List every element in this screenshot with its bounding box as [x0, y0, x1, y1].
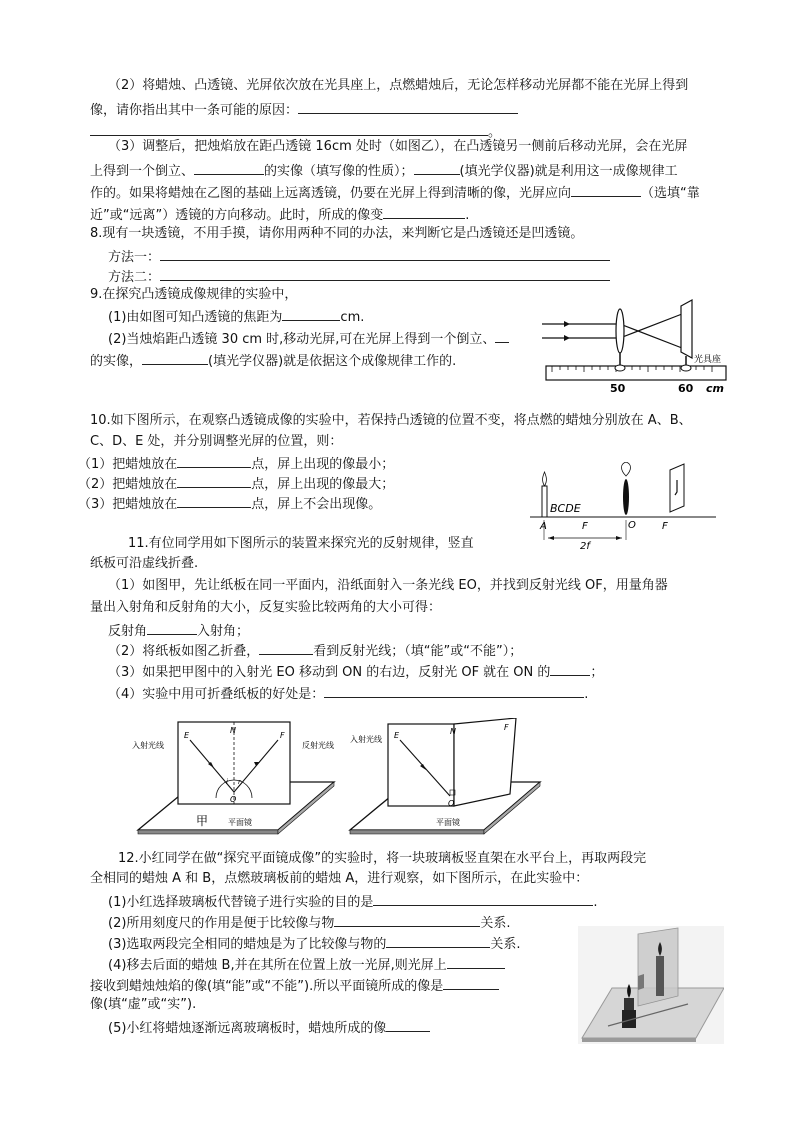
q10-stem1: 10.如下图所示，在观察凸透镜成像的实验中，若保持凸透镜的位置不变，将点燃的蜡烛分别放在 A、B、 — [90, 413, 692, 428]
incident-ray-label: 入射光线 — [350, 735, 382, 744]
q12-p4-line2: 接收到蜡烛烛焰的像(填“能”或“不能”).所以平面镜所成的像是 — [90, 975, 499, 996]
answer-blank[interactable] — [194, 160, 264, 175]
q7-p3-line3: 作的。如果将蜡烛在乙图的基础上远离透镜，仍要在光屏上得到清晰的像，光屏应向 （选填“靠 — [90, 182, 700, 203]
answer-blank[interactable] — [334, 912, 480, 927]
q12-p3: (3)选取两段完全相同的蜡烛是为了比较像与物的 关系. — [108, 933, 521, 954]
point-E-label: E — [394, 731, 400, 740]
q11-p1-line2: 量出入射角和反射角的大小，反复实验比较两角的大小可得： — [90, 600, 442, 615]
point-O-label: O — [230, 795, 237, 804]
q12-p4-line3: 像(填“虚”或“实”). — [90, 997, 197, 1012]
q11-p1-line1: （1）如图甲，先让纸板在同一平面内，沿纸面射入一条光线 EO，并找到反射光线 OF，用量角器 — [108, 578, 668, 593]
q7-p3-line1: （3）调整后，把烛焰放在距凸透镜 16cm 处时（如图乙），在凸透镜另一侧前后移动光屏，会在光屏 — [108, 139, 688, 154]
answer-blank[interactable] — [147, 620, 197, 635]
q10-p1: （1）把蜡烛放在 点，屏上出现的像最小； — [78, 453, 394, 474]
q11-p3: （3）如果把甲图中的入射光 EO 移动到 ON 的右边，反射光 OF 就在 ON 的 ； — [108, 661, 603, 682]
answer-blank[interactable] — [386, 1017, 430, 1032]
q7-p3-line2: 上得到一个倒立、 的实像（填写像的性质）； (填光学仪器)就是利用这一成像规律工 — [90, 160, 678, 181]
q12-p4-line1: (4)移去后面的蜡烛 B,并在其所在位置上放一光屏,则光屏上 — [108, 954, 505, 975]
focal-F-left: F — [582, 521, 588, 532]
plane-mirror-photo — [578, 926, 724, 1044]
reflected-ray-label: 反射光线 — [302, 741, 334, 750]
mirror-label: 平面镜 — [436, 818, 460, 827]
point-O-label: O — [448, 799, 455, 808]
q8-method2: 方法二： — [108, 266, 610, 287]
mirror-label: 平面镜 — [228, 818, 252, 827]
q11-stem1: 11.有位同学用如下图所示的装置来探究光的反射规律，竖直 — [128, 536, 474, 551]
answer-blank[interactable] — [447, 954, 505, 969]
point-F-label: F — [280, 731, 285, 740]
answer-blank[interactable] — [373, 891, 593, 906]
q7-p2-line2: 像，请你指出其中一条可能的原因： — [90, 99, 518, 120]
answer-blank[interactable] — [443, 975, 499, 990]
point-A-label: A — [540, 521, 547, 532]
lens-positions-figure — [528, 462, 718, 554]
bench-label: 光具座 — [694, 355, 722, 365]
reflection-figure-jia — [128, 718, 338, 836]
q9-p1: (1)由如图可知凸透镜的焦距为 cm. — [108, 306, 364, 327]
two-f-label: 2f — [580, 541, 590, 552]
figure-jia-label: 甲 — [196, 814, 209, 828]
q12-p2: (2)所用刻度尺的作用是便于比较像与物 关系. — [108, 912, 511, 933]
q10-p2: （2）把蜡烛放在 点，屏上出现的像最大； — [78, 473, 394, 494]
answer-blank[interactable] — [160, 246, 610, 261]
answer-blank[interactable] — [177, 453, 251, 468]
q7-p2-line3: 。 — [90, 121, 501, 142]
tick-label-50: 50 — [610, 382, 626, 395]
normal-N-label: N — [230, 726, 236, 735]
answer-blank[interactable] — [282, 306, 340, 321]
q7-p3-line4: 近”或“远离”）透镜的方向移动。此时，所成的像变 . — [90, 204, 469, 225]
q11-p1-line3: 反射角 入射角； — [108, 620, 249, 641]
answer-blank[interactable] — [142, 350, 208, 365]
answer-blank[interactable] — [414, 160, 460, 175]
answer-blank[interactable] — [550, 661, 590, 676]
reflection-figure-yi — [344, 718, 544, 836]
q8-stem: 8.现有一块透镜，不用手摸，请你用两种不同的办法，来判断它是凸透镜还是凹透镜。 — [90, 226, 584, 241]
q12-stem2: 全相同的蜡烛 A 和 B，点燃玻璃板前的蜡烛 A，进行观察，如下图所示，在此实验中： — [90, 871, 589, 886]
q9-p2-line2: 的实像， (填光学仪器)就是依据这个成像规律工作的. — [90, 350, 456, 371]
q12-stem1: 12.小红同学在做“探究平面镜成像”的实验时，将一块玻璃板竖直架在水平台上，再取两段完 — [118, 851, 647, 866]
point-F-label: F — [504, 723, 509, 732]
point-O-label: O — [628, 520, 636, 531]
unit-label: cm — [706, 382, 724, 395]
point-E-label: E — [184, 731, 190, 740]
incident-ray-label: 入射光线 — [132, 741, 164, 750]
tick-label-60: 60 — [678, 382, 694, 395]
q11-p2: （2）将纸板如图乙折叠， 看到反射光线；（填“能”或“不能”）； — [108, 640, 522, 661]
angle-r-label: r — [238, 778, 241, 786]
answer-blank[interactable] — [177, 493, 251, 508]
normal-N-label: N — [450, 727, 456, 736]
answer-blank[interactable] — [383, 204, 465, 219]
angle-i-label: i — [226, 778, 228, 786]
answer-blank[interactable] — [177, 473, 251, 488]
answer-blank[interactable] — [298, 99, 518, 114]
answer-blank[interactable] — [259, 640, 313, 655]
focal-F-right: F — [662, 521, 668, 532]
q9-p2-line1: (2)当烛焰距凸透镜 30 cm 时,移动光屏,可在光屏上得到一个倒立、 — [108, 328, 509, 349]
q12-p1: (1)小红选择玻璃板代替镜子进行实验的目的是 . — [108, 891, 598, 912]
q9-stem: 9.在探究凸透镜成像规律的实验中， — [90, 287, 298, 302]
answer-blank[interactable] — [571, 182, 641, 197]
q11-stem2: 纸板可沿虚线折叠. — [90, 556, 199, 571]
q8-method1: 方法一： — [108, 246, 610, 267]
answer-blank[interactable] — [495, 328, 509, 343]
answer-blank[interactable] — [324, 683, 584, 698]
positions-label: BCDE — [550, 502, 581, 515]
optical-bench-figure — [540, 296, 730, 396]
q12-p5: (5)小红将蜡烛逐渐远离玻璃板时，蜡烛所成的像 — [108, 1017, 430, 1038]
q7-p2-line1: （2）将蜡烛、凸透镜、光屏依次放在光具座上，点燃蜡烛后，无论怎样移动光屏都不能在光屏上得到 — [108, 78, 689, 93]
q11-p4: （4）实验中用可折叠纸板的好处是： . — [108, 683, 588, 704]
answer-blank[interactable] — [90, 121, 488, 136]
answer-blank[interactable] — [386, 933, 490, 948]
answer-blank[interactable] — [160, 266, 610, 281]
q10-p3: （3）把蜡烛放在 点，屏上不会出现像。 — [78, 493, 381, 514]
q10-stem2: C、D、E 处，并分别调整光屏的位置，则： — [90, 434, 343, 449]
